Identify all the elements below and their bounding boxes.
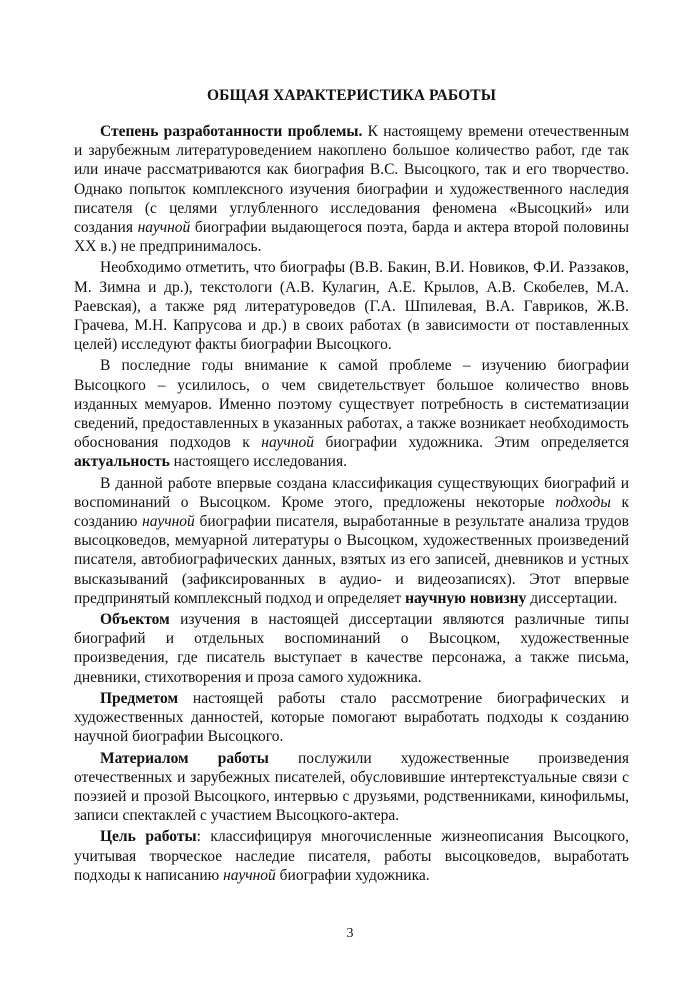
- text-run: К настоящему времени отечественным и зарубежным литературоведением накоплено большое количество работ, где так или иначе рассматриваются как биография В.С. Высоцкого, так и его творчество. Однако попыток комплексного изучения биографии и художественного наследия писателя (с целями углубленного исследования феномена «Высоцкий» или создания: [74, 123, 629, 237]
- text-run: : классифицируя многочисленные жизнеописания Высоцкого, учитывая творческое наследие писателя, работы высоцковедов, выработать подходы к написанию: [74, 828, 629, 884]
- bold-text-run: Объектом: [100, 611, 170, 629]
- bold-text-run: Предметом: [100, 689, 179, 707]
- bold-text-run: Степень разработанности проблемы.: [100, 123, 363, 140]
- text-run: настоящей работы стало рассмотрение биографических и художественных данностей, которые помогают выработать подходы к созданию научной биографии Высоцкого.: [74, 689, 629, 746]
- text-run: В последние годы внимание к самой проблеме – изучению биографии Высоцкого – усилилось, о чем свидетельствует большое количество вновь изданных мемуаров. Именно поэтому существует потребность в систематизации сведений, предоставленных в указанных работах, а также возникает необходимость обоснования подходов к: [74, 357, 629, 452]
- italic-text-run: научной: [261, 434, 314, 452]
- paragraph-goal: [74, 827, 629, 885]
- document-body: [74, 122, 629, 887]
- text-run: биографии художника.: [275, 866, 430, 884]
- paragraph-relevance: [74, 356, 629, 471]
- section-title: ОБЩАЯ ХАРАКТЕРИСТИКА РАБОТЫ: [206, 87, 497, 104]
- italic-text-run: научной: [142, 513, 195, 531]
- paragraph-problem-development: [74, 122, 629, 256]
- text-run: послужили художественные произведения отечественных и зарубежных писателей, обусловившие интертекстуальные связи с поэзией и прозой Высоцкого, интервью с друзьями, родственниками, кинофильмы, записи спектаклей с участием Высоцкого-актера.: [74, 749, 629, 825]
- bold-text-run: актуальность: [74, 453, 170, 471]
- bold-text-run: Цель работы: [100, 828, 197, 846]
- bold-text-run: научную новизну: [405, 589, 527, 607]
- text-run: биографии художника. Этим определяется: [313, 434, 629, 452]
- text-run: изучения в настоящей диссертации являются различные типы биографий и отдельных воспоминаний о Высоцком, художественные произведения, где писатель выступает в качестве персонажа, а также письма, дневники, стихотворения и проза самого художника.: [74, 611, 629, 686]
- text-run: биографии выдающегося поэта, барда и актера второй половины XX в.) не предпринималось.: [74, 219, 629, 256]
- italic-text-run: научной: [137, 219, 191, 237]
- text-run: настоящего исследования.: [169, 453, 347, 471]
- paragraph-biographers: [74, 258, 629, 354]
- text-run: диссертации.: [526, 589, 618, 607]
- text-run: биографии писателя, выработанные в результате анализа трудов высоцковедов, мемуарной литературы о Высоцком, художественных произведений писателя, автобиографических данных, взятых из его записей, дневников и устных высказываний (зафиксированных в аудио- и видеозаписях). Этот впервые предпринятый комплексный подход и определяет: [74, 513, 629, 607]
- italic-text-run: подходы: [555, 493, 611, 511]
- italic-text-run: научной: [223, 866, 276, 884]
- text-run: к созданию: [74, 493, 630, 531]
- text-run: В данной работе впервые создана классификация существующих биографий и воспоминаний о Высоцком. Кроме этого, предложены некоторые: [74, 474, 629, 511]
- bold-text-run: Материалом работы: [100, 749, 269, 767]
- paragraph-material: [74, 749, 629, 826]
- paragraph-novelty: [74, 474, 629, 608]
- paragraph-subject: [74, 689, 629, 747]
- text-run: Необходимо отметить, что биографы (В.В. Бакин, В.И. Новиков, Ф.И. Раззаков, М. Зимна и др.), текстологи (А.В. Кулагин, А.Е. Крылов, А.В. Скобелев, М.А. Раевская), а также ряд литературоведов (Г.А. Шпилевая, В.А. Гавриков, Ж.В. Грачева, М.Н. Капрусова и др.) в своих работах (в зависимости от поставленных целей) исследуют факты биографии Высоцкого.: [74, 259, 629, 354]
- page-number: 3: [346, 926, 354, 941]
- paragraph-object: [74, 610, 629, 687]
